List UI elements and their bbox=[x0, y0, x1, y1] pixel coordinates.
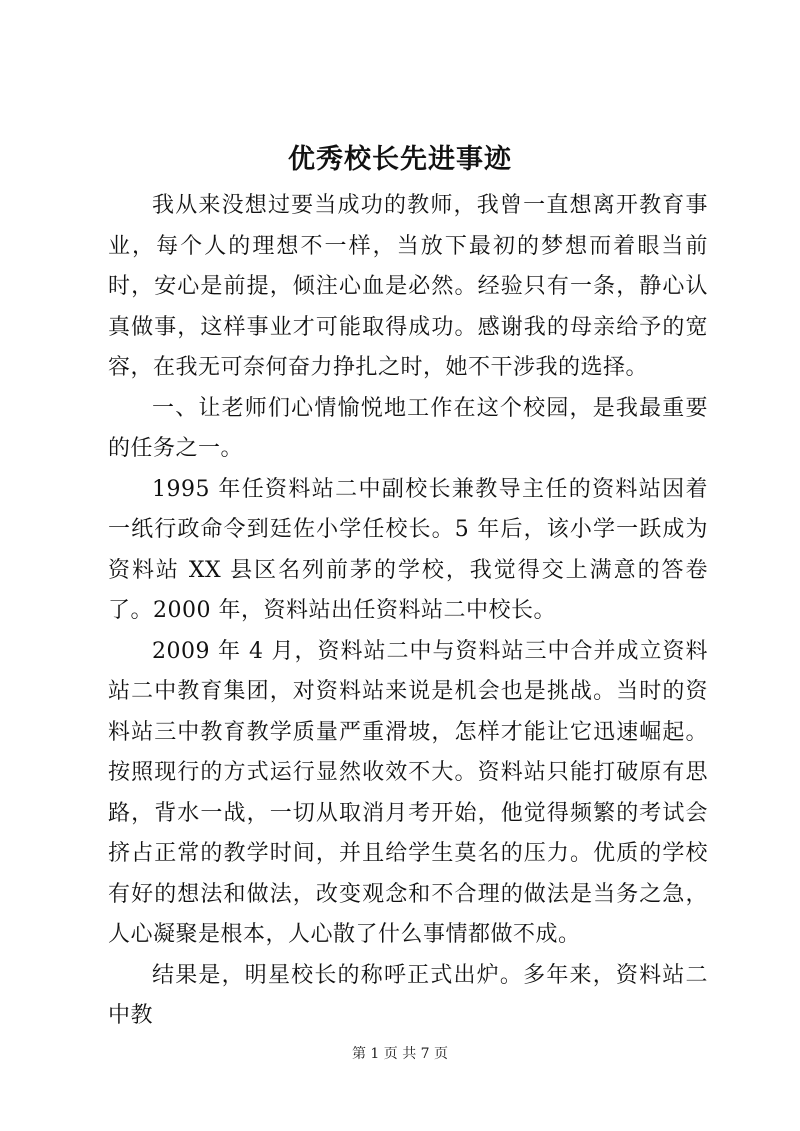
paragraph-4: 2009 年 4 月，资料站二中与资料站三中合并成立资料站二中教育集团，对资料站来说是机会也是挑战。当时的资料站三中教育教学质量严重滑坡，怎样才能让它迅速崛起。按照现行的方式运行显然收效不大。资料站只能打破原有思路，背水一战，一切从取消月考开始，他觉得频繁的考试会挤占正常的教学时间，并且给学生莫名的压力。优质的学校有好的想法和做法，改变观念和不合理的做法是当务之急，人心凝聚是根本，人心散了什么事情都做不成。 bbox=[108, 638, 708, 947]
page-footer: 第 1 页 共 7 页 bbox=[351, 1046, 449, 1062]
paragraph-5: 结果是，明星校长的称呼正式出炉。多年来，资料站二中教 bbox=[108, 962, 708, 1028]
paragraph-1: 我从来没想过要当成功的教师，我曾一直想离开教育事业，每个人的理想不一样，当放下最初的梦想而着眼当前时，安心是前提，倾注心血是必然。经验只有一条，静心认真做事，这样事业才可能取得成功。感谢我的母亲给予的宽容，在我无可奈何奋力挣扎之时，她不干涉我的选择。 bbox=[108, 193, 708, 380]
paragraph-2: 一、让老师们心情愉悦地工作在这个校园，是我最重要的任务之一。 bbox=[108, 395, 708, 461]
paragraph-3: 1995 年任资料站二中副校长兼教导主任的资料站因着一纸行政命令到廷佐小学任校长。5 年后，该小学一跃成为资料站 XX 县区名列前茅的学校，我觉得交上满意的答卷了。2000 年，资料站出任资料站二中校长。 bbox=[108, 476, 708, 623]
document-body bbox=[108, 186, 708, 1037]
document-title: 优秀校长先进事迹 bbox=[288, 144, 512, 175]
